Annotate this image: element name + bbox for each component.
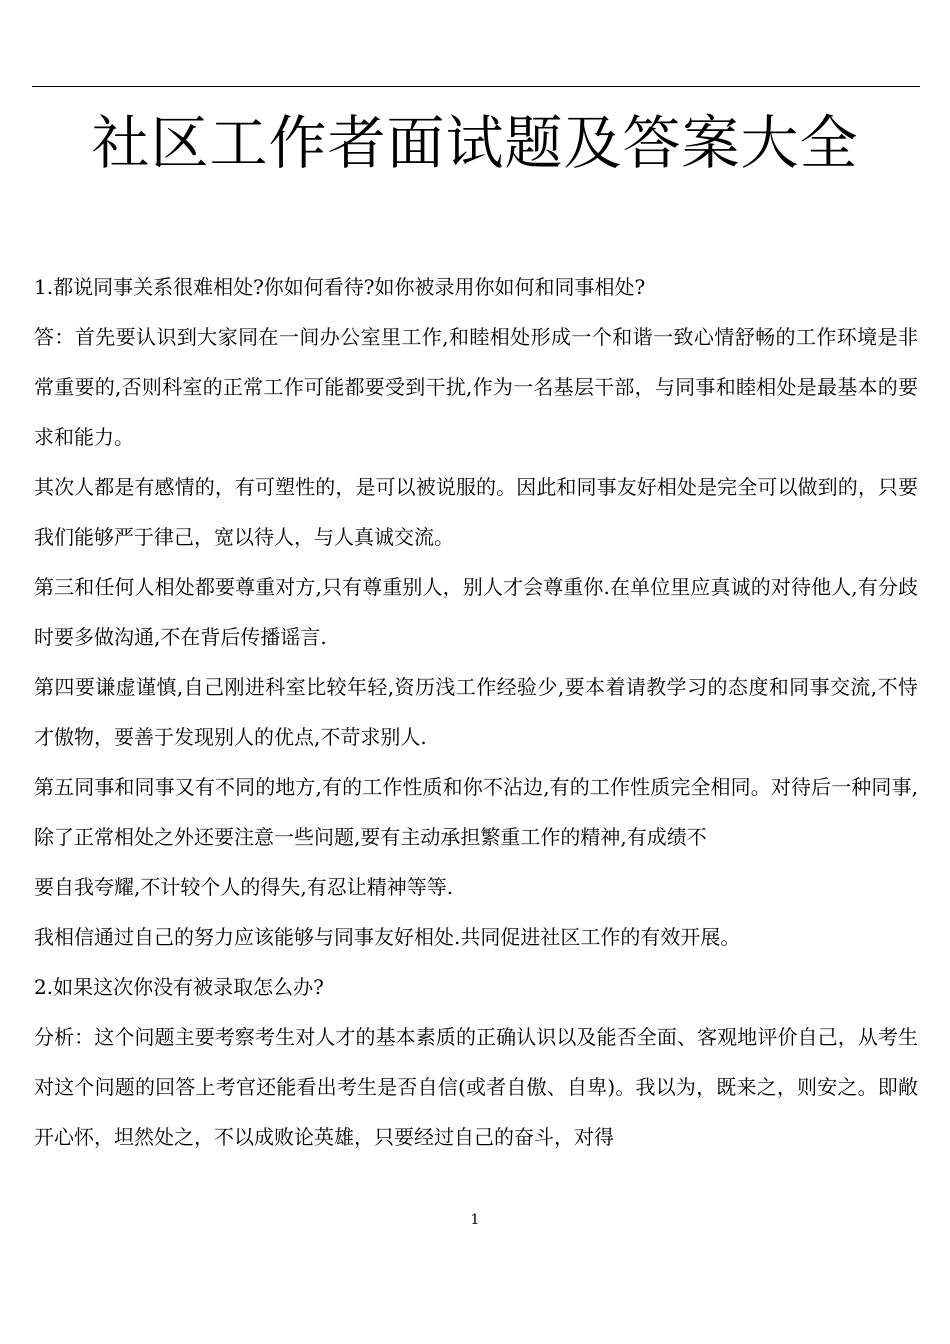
answer-1-third: 第三和任何人相处都要尊重对方,只有尊重别人，别人才会尊重你.在单位里应真诚的对待他人,有分歧时要多做沟通,不在背后传播谣言. — [34, 575, 918, 649]
answer-1-intro: 答：首先要认识到大家同在一间办公室里工作,和睦相处形成一个和谐一致心情舒畅的工作环境是非常重要的,否则科室的正常工作可能都要受到干扰,作为一名基层干部，与同事和睦相处是最基本的要求和能力。 — [34, 325, 918, 449]
answer-1-conclusion: 我相信通过自己的努力应该能够与同事友好相处.共同促进社区工作的有效开展。 — [34, 925, 741, 949]
answer-1-fifth-continued: 要自我夸耀,不计较个人的得失,有忍让精神等等. — [34, 875, 454, 899]
header-rule — [32, 86, 920, 87]
answer-2-analysis: 分析：这个问题主要考察考生对人才的基本素质的正确认识以及能否全面、客观地评价自己，从考生对这个问题的回答上考官还能看出考生是否自信(或者自傲、自卑)。我以为，既来之，则安之。即敞开心怀，坦然处之，不以成败论英雄，只要经过自己的奋斗，对得 — [34, 1025, 918, 1149]
document-title: 社区工作者面试题及答案大全 — [91, 109, 859, 177]
document-body — [34, 262, 918, 1162]
answer-1-second: 其次人都是有感情的，有可塑性的，是可以被说服的。因此和同事友好相处是完全可以做到的，只要我们能够严于律己，宽以待人，与人真诚交流。 — [34, 475, 918, 549]
question-1: 1.都说同事关系很难相处?你如何看待?如你被录用你如何和同事相处? — [34, 275, 646, 299]
page-number: 1 — [470, 1212, 480, 1228]
answer-1-fourth: 第四要谦虚谨慎,自己刚进科室比较年轻,资历浅工作经验少,要本着请教学习的态度和同事交流,不恃才傲物，要善于发现别人的优点,不苛求别人. — [34, 675, 918, 749]
answer-1-fifth: 第五同事和同事又有不同的地方,有的工作性质和你不沾边,有的工作性质完全相同。对待后一种同事,除了正常相处之外还要注意一些问题,要有主动承担繁重工作的精神,有成绩不 — [34, 775, 918, 849]
question-2: 2.如果这次你没有被录取怎么办? — [34, 975, 324, 999]
